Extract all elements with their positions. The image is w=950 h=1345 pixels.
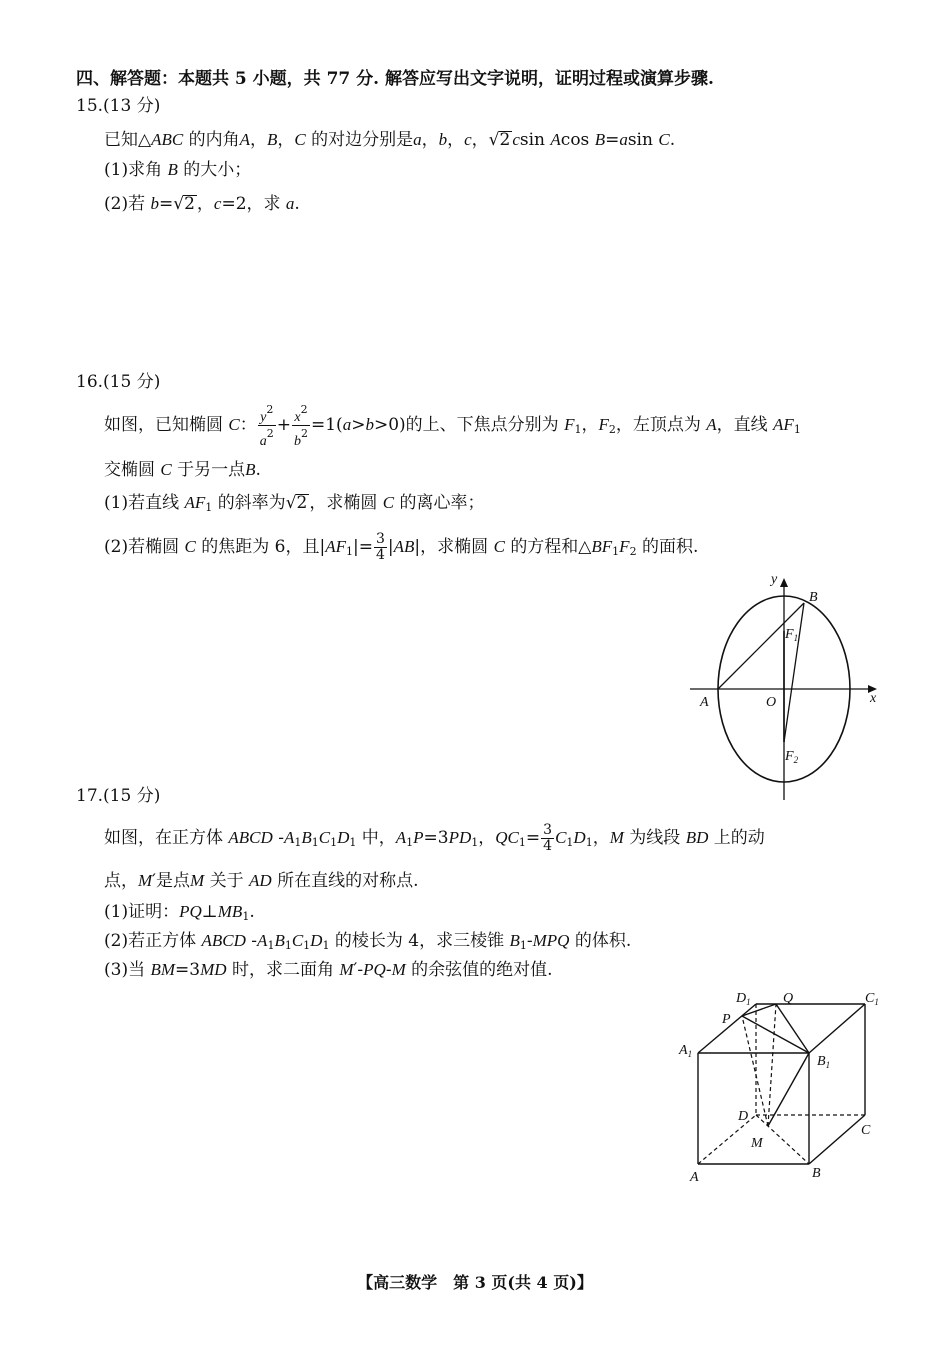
problem-15-header: 15.(13 分) [76,96,161,116]
label-x: x [870,691,877,706]
problem-15-statement: 已知△ABC 的内角A，B，C 的对边分别是a，b，c，√2 csin Acos B=asin C. [104,130,676,150]
cube-figure [672,986,892,1186]
edge-B1C1 [809,1004,865,1053]
label-D1: $D_1$ [736,991,751,1007]
problem-16-header: 16.(15 分) [76,372,161,392]
edge-BC [809,1115,865,1164]
label-y: y [771,572,778,587]
label-A: A [700,695,709,710]
label-D: D [738,1109,749,1124]
line-AB [718,603,804,689]
label-Q: Q [783,991,794,1006]
ellipse-figure [685,570,885,805]
problem-17-part-3: (3)当 BM=3MD 时，求二面角 M′-PQ-M 的余弦值的绝对值. [104,960,553,980]
segment-MQ [768,1004,776,1126]
problem-15-part-2: (2)若 b=√2 ，c=2，求 a. [104,194,300,214]
problem-16-part-1: (1)若直线 $AF_1$ 的斜率为√2 ，求椭圆 C 的离心率； [104,493,485,514]
segment-PB1 [742,1016,809,1053]
label-A1: $A_1$ [679,1043,693,1059]
label-B1: $B_1$ [817,1054,831,1070]
segment-DB [756,1115,809,1164]
label-C: C [861,1123,871,1138]
label-F1: $F_1$ [785,627,799,643]
label-C1: $C_1$ [865,991,879,1007]
problem-17-part-1: (1)证明：$PQ\perp MB_1$. [104,902,255,923]
problem-17-statement-line-2: 点，M′是点M 关于 AD 所在直线的对称点. [104,871,419,891]
page-footer: 【高三数学 第 3 页(共 4 页)】 [357,1273,593,1292]
problem-17-statement-line-1: 如图，在正方体 ABCD $-A_1B_1C_1D_1$ 中，$A_1P=3PD_1$，$QC_1=$ $\frac{3}{4}$ $C_1D_1$，M 为线段 BD 上的动 [104,822,765,854]
segment-MB1 [768,1053,809,1126]
segment-QB1 [776,1004,809,1053]
label-F2: $F_2$ [785,749,799,765]
label-P: P [722,1012,731,1027]
problem-16-statement-line-1: 如图，已知椭圆 C： $\frac{y^2}{a^2}$ + $\frac{x^2}{b^2}$ =1(a>b>0)的上、下焦点分别为 $F_1$，$F_2$，左顶点为 A，直线 $AF_1$ [104,403,801,449]
label-O: O [766,695,777,710]
problem-16-statement-line-2: 交椭圆 C 于另一点B. [104,460,261,480]
y-axis-arrow [780,578,788,587]
problem-16-part-2: (2)若椭圆 C 的焦距为 6，且$|AF_1|=$ $\frac{3}{4}$ |AB|，求椭圆 C 的方程和$\triangle BF_1F_2$ 的面积. [104,531,699,563]
problem-15-part-1: (1)求角 B 的大小； [104,160,252,180]
section-title: 四、解答题：本题共 5 小题，共 77 分. 解答应写出文字说明，证明过程或演算步骤. [76,69,714,89]
problem-17-header: 17.(15 分) [76,786,161,806]
label-M: M [751,1136,763,1151]
label-B: B [812,1166,821,1181]
label-B: B [809,590,818,605]
label-A: A [690,1170,699,1185]
problem-17-part-2: (2)若正方体 ABCD $-A_1B_1C_1D_1$ 的棱长为 4，求三棱锥 $B_1$-MPQ 的体积. [104,931,632,952]
line-BF2 [784,603,804,742]
